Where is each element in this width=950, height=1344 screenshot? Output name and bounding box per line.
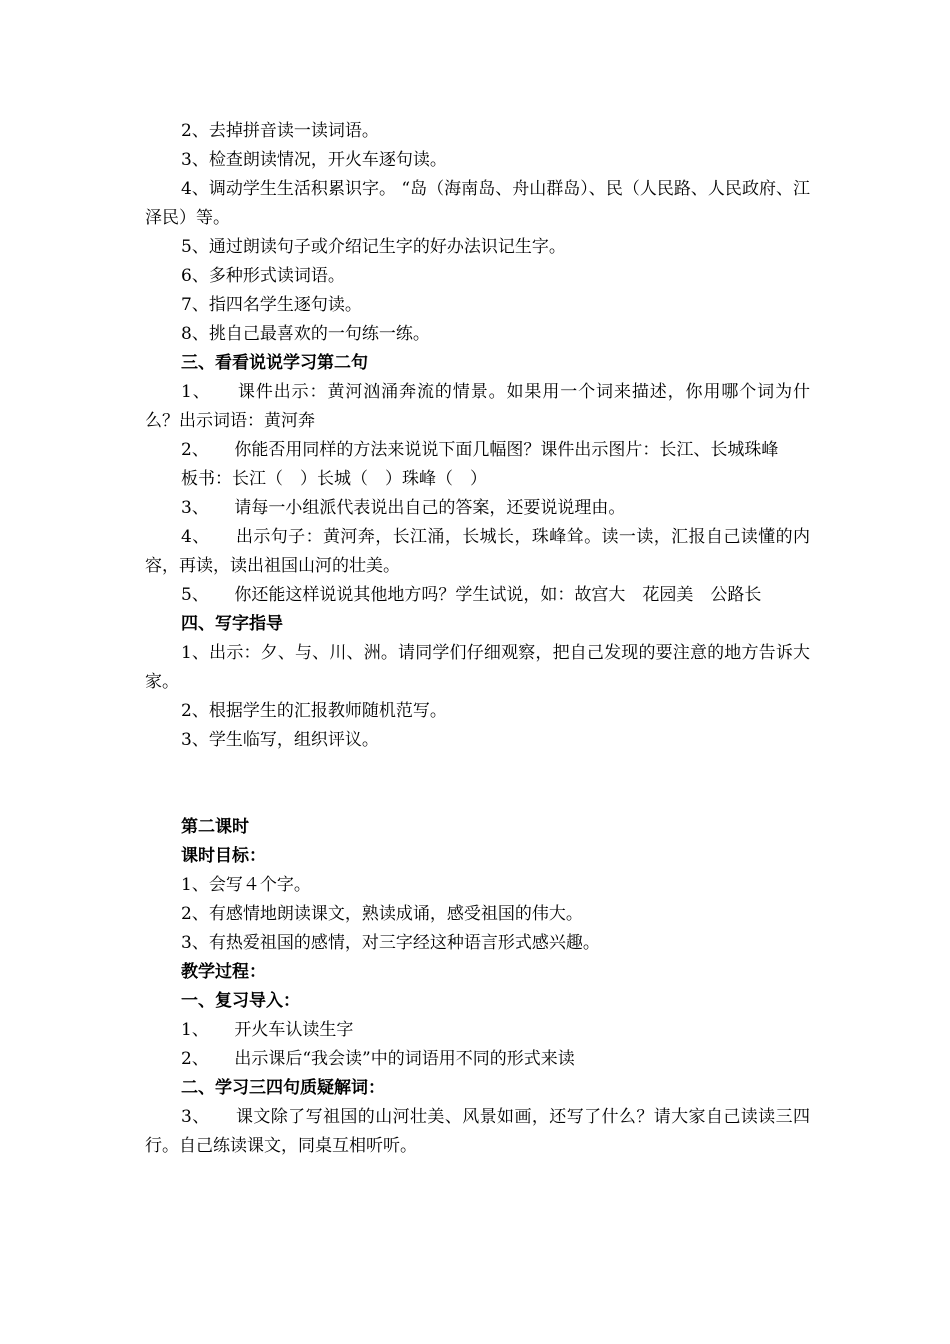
- section-heading-4: 四、写字指导: [181, 614, 283, 634]
- lesson-two-title: 第二课时: [181, 817, 249, 837]
- sub-step-4-show-sentences: 4、 出示句子：黄河奔，长江涌，长城长，珠峰耸。读一读，汇报自己读懂的内容，再读，读出祖国山河的壮美。: [145, 527, 810, 576]
- learn-step-3: 3、 课文除了写祖国的山河壮美、风景如画，还写了什么？请大家自己读读三四行。自己练读课文，同桌互相听听。: [145, 1107, 810, 1156]
- learn-sentences-heading: 二、学习三四句质疑解词：: [181, 1078, 385, 1098]
- document-page: [145, 117, 810, 1161]
- teaching-process-heading: 教学过程：: [181, 962, 266, 982]
- section-heading-3: 三、看看说说学习第二句: [181, 353, 368, 373]
- objective-2: 2、有感情地朗读课文，熟读成诵，感受祖国的伟大。: [181, 904, 583, 924]
- objective-3: 3、有热爱祖国的感情，对三字经这种语言形式感兴趣。: [181, 933, 600, 953]
- sub-step-2-pictures: 2、 你能否用同样的方法来说说下面几幅图？课件出示图片：长江、长城珠峰: [181, 440, 779, 460]
- sub-step-3-group-answers: 3、 请每一小组派代表说出自己的答案，还要说说理由。: [181, 498, 626, 518]
- sub-step-5-other-places: 5、 你还能这样说说其他地方吗？学生试说，如：故宫大 花园美 公路长: [181, 585, 762, 605]
- step-4-life-literacy: 4、调动学生生活积累识字。 “岛（海南岛、舟山群岛）、民（人民路、人民政府、江泽民）等。: [145, 179, 810, 228]
- objective-1: 1、会写４个字。: [181, 875, 311, 895]
- review-heading: 一、复习导入：: [181, 991, 300, 1011]
- review-step-1: 1、 开火车认读生字: [181, 1020, 354, 1040]
- blackboard-writing: 板书：长江（ ）长城（ ）珠峰（ ）: [181, 469, 487, 489]
- writing-step-1: 1、出示：夕、与、川、洲。请同学们仔细观察，把自己发现的要注意的地方告诉大家。: [145, 643, 810, 692]
- sub-step-1-yellow-river: 1、 课件出示：黄河汹涌奔流的情景。如果用一个词来描述，你用哪个词为什么？出示词语：黄河奔: [145, 382, 810, 431]
- step-8-practice-favorite: 8、挑自己最喜欢的一句练一练。: [181, 324, 430, 344]
- step-3-check-reading: 3、检查朗读情况，开火车逐句读。: [181, 150, 447, 170]
- step-7-four-students-read: 7、指四名学生逐句读。: [181, 295, 362, 315]
- step-2-remove-pinyin: 2、去掉拼音读一读词语。: [181, 121, 379, 141]
- section-spacer: [145, 755, 810, 813]
- step-6-read-words: 6、多种形式读词语。: [181, 266, 345, 286]
- writing-step-2: 2、根据学生的汇报教师随机范写。: [181, 701, 447, 721]
- writing-step-3: 3、学生临写，组织评议。: [181, 730, 379, 750]
- lesson-objectives-heading: 课时目标：: [181, 846, 266, 866]
- review-step-2: 2、 出示课后“我会读”中的词语用不同的形式来读: [181, 1049, 575, 1069]
- step-5-memorize-characters: 5、通过朗读句子或介绍记生字的好办法识记生字。: [181, 237, 566, 257]
